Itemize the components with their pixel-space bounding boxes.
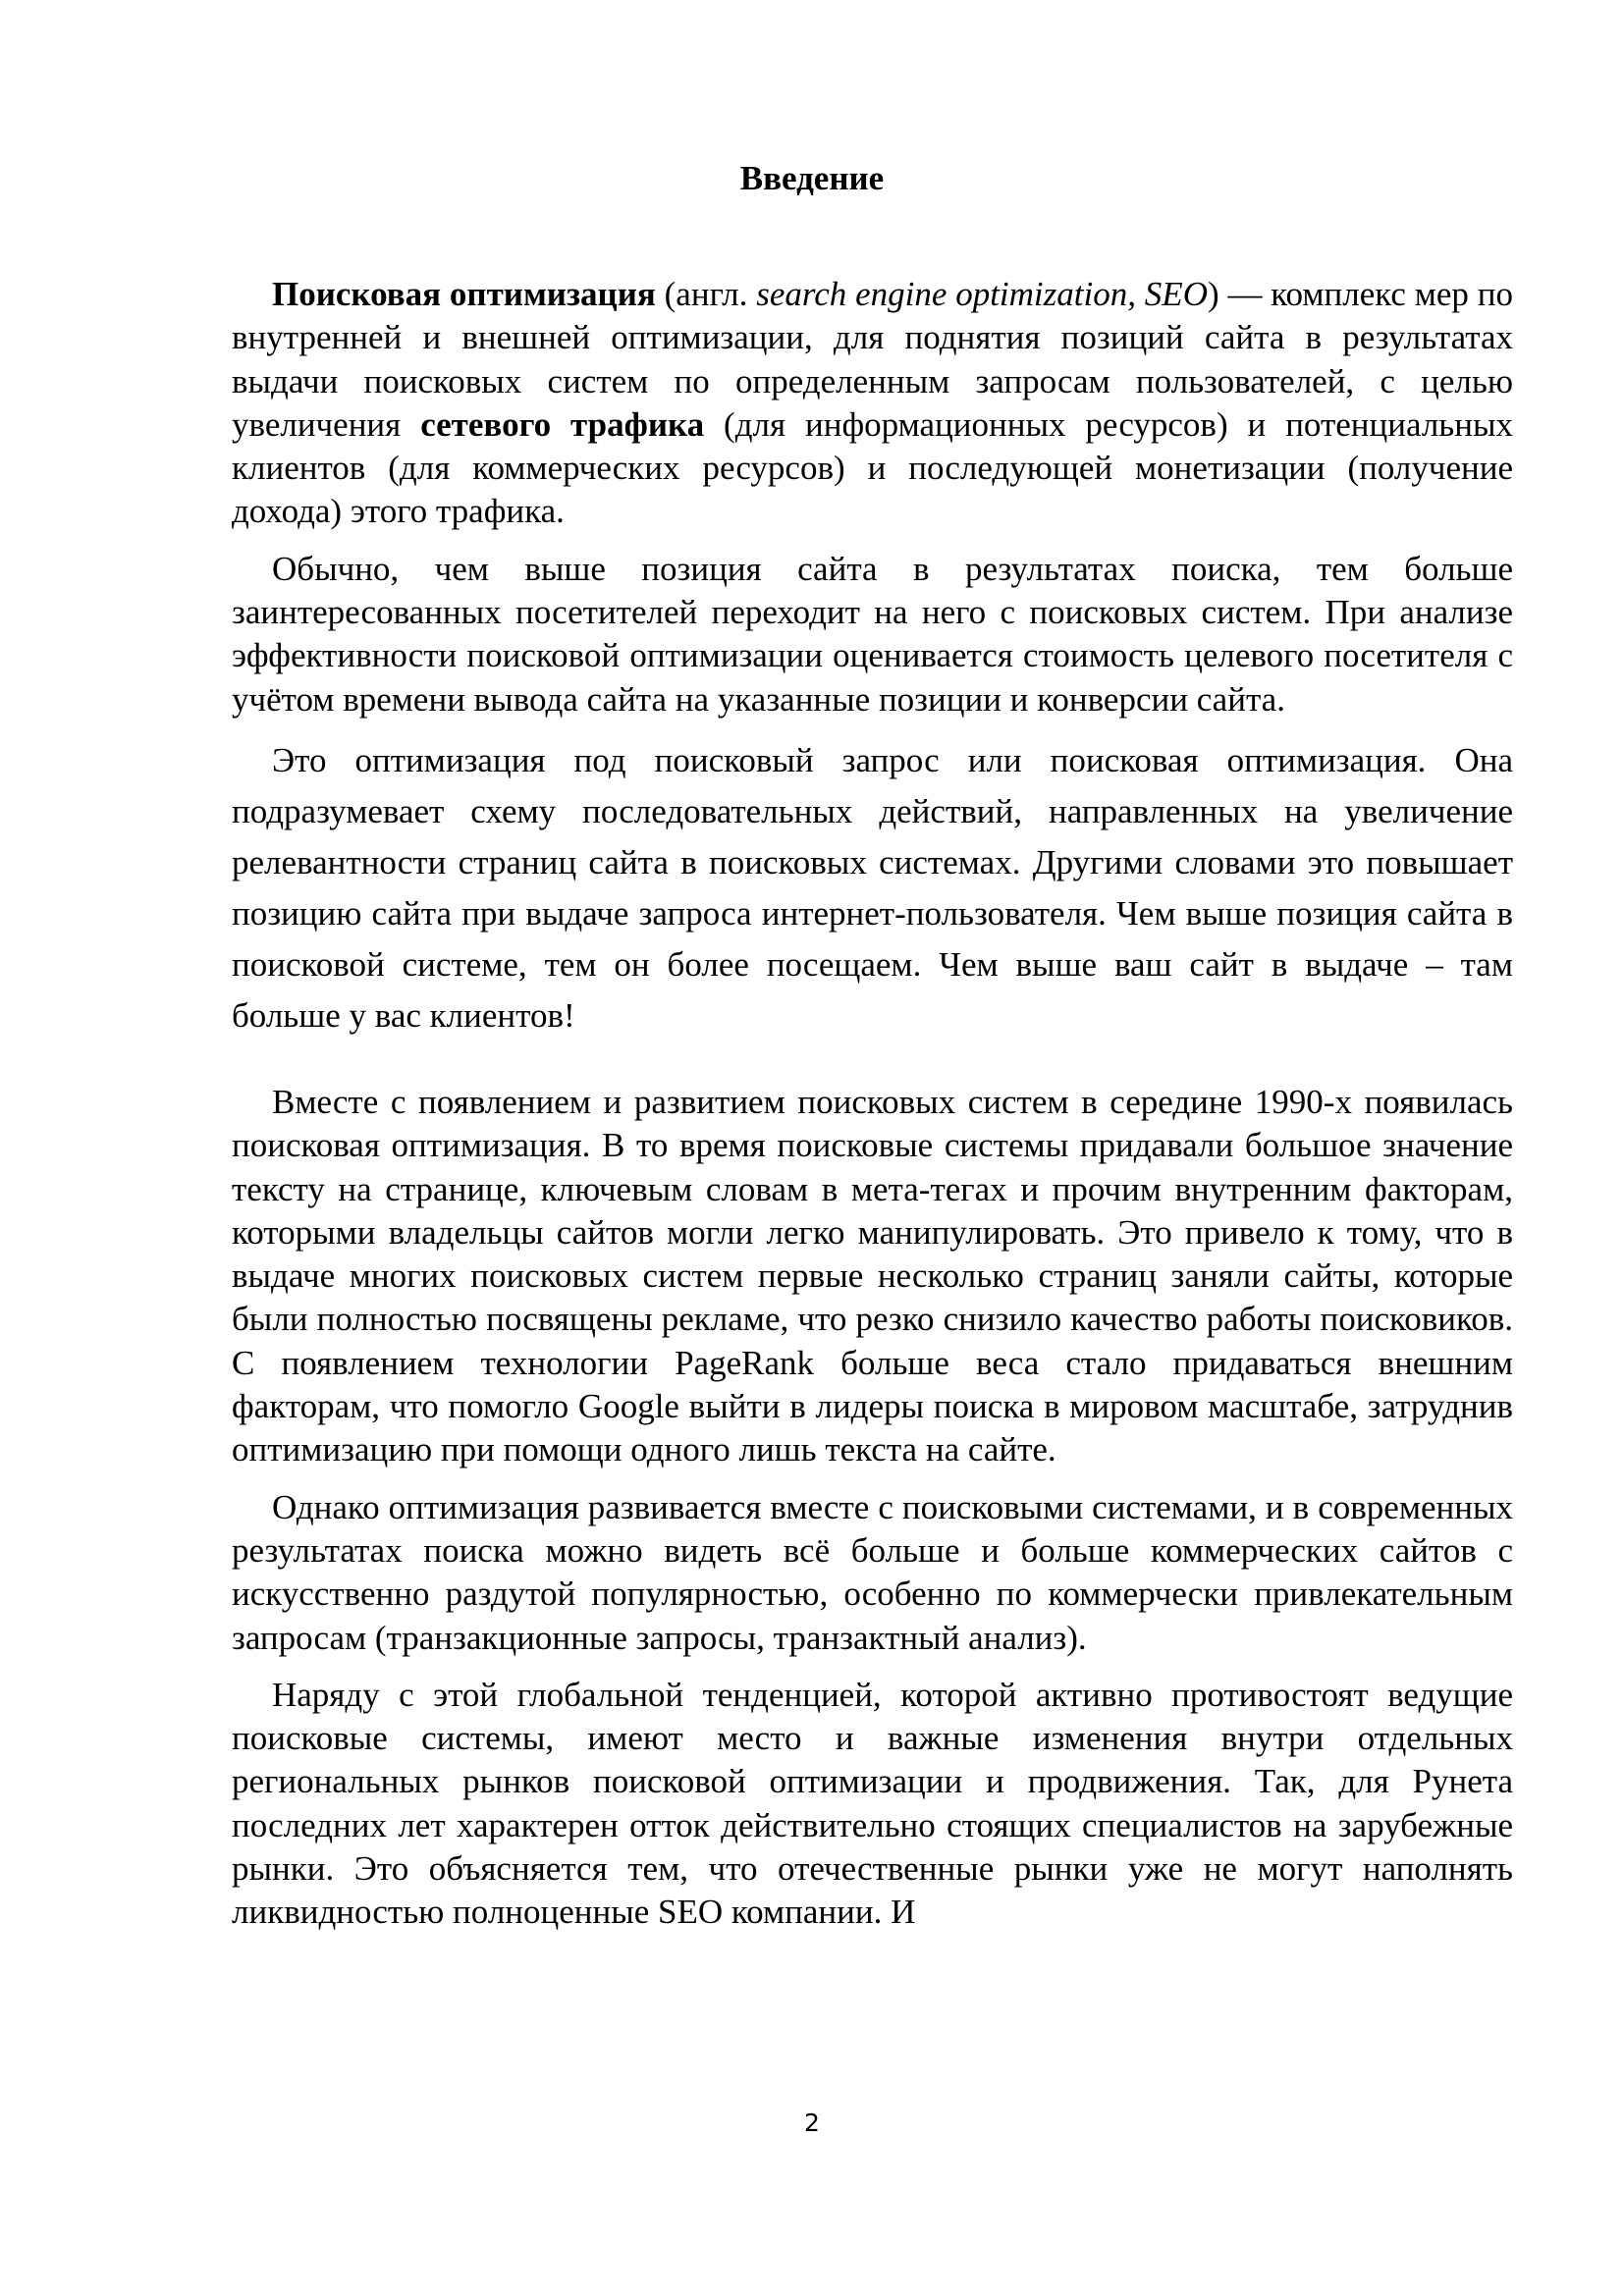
paragraph-text: (для информационных ресурсов) и потенциальных клиентов (для коммерческих ресурсов) и последующей монетизации (получение дохода) этого трафика. (232, 404, 1513, 531)
document-body (232, 273, 1513, 1949)
paragraph-query-optimization: Это оптимизация под поисковый запрос или поисковая оптимизация. Она подразумевает схему последовательных действий, направленных на увеличение релевантности страниц сайта в поисковых системах. Другими словами это повышает позицию сайта при выдаче запроса интернет-пользователя. Чем выше позиция сайта в поисковой системе, тем он более посещаем. Чем выше ваш сайт в выдаче – там больше у вас клиентов! (232, 740, 1513, 1035)
paragraph-text: (англ. (655, 275, 757, 313)
paragraph-seo-definition (232, 273, 1513, 534)
term-network-traffic: сетевого трафика (420, 404, 705, 444)
page-title: Введение (739, 159, 885, 197)
paragraph-regional-markets: Наряду с этой глобальной тенденцией, которой активно противостоят ведущие поисковые системы, имеют место и важные изменения внутри отдельных региональных рынков поисковой оптимизации и продвижения. Так, для Рунета последних лет характерен отток действительно стоящих специалистов на зарубежные рынки. Это объясняется тем, что отечественные рынки уже не могут наполнять ликвидностью полноценные SEO компании. И (232, 1675, 1513, 1932)
term-search-optimization: Поисковая оптимизация (272, 275, 656, 313)
paragraph-history: Вместе с появлением и развитием поисковых систем в середине 1990-х появилась поисковая оптимизация. В то время поисковые системы придавали большое значение тексту на странице, ключевым словам в мета-тегах и прочим внутренним факторам, которыми владельцы сайтов могли легко манипулировать. Это привело к тому, что в выдаче многих поисковых систем первые несколько страниц заняли сайты, которые были полностью посвящены рекламе, что резко снизило качество работы поисковиков. С появлением технологии PageRank больше веса стало придаваться внешним факторам, что помогло Google выйти в лидеры поиска в мировом масштабе, затруднив оптимизацию при помощи одного лишь текста на сайте. (232, 1082, 1513, 1469)
paragraph-site-position: Обычно, чем выше позиция сайта в результатах поиска, тем больше заинтересованных посетителей переходит на него с поисковых систем. При анализе эффективности поисковой оптимизации оценивается стоимость целевого посетителя с учётом времени вывода сайта на указанные позиции и конверсии сайта. (232, 549, 1513, 719)
paragraph-text: ) — комплекс мер по внутренней и внешней оптимизации, для поднятия позиций сайта в результатах выдачи поисковых систем по определенным запросам пользователей, с целью увеличения (232, 275, 1514, 444)
paragraph-modern-results: Однако оптимизация развивается вместе с поисковыми системами, и в современных результатах поиска можно видеть всё больше и больше коммерческих сайтов с искусственно раздутой популярностью, особенно по коммерчески привлекательным запросам (транзакционные запросы, транзактный анализ). (232, 1487, 1513, 1657)
page-number: 2 (804, 2109, 820, 2137)
english-term: search engine optimization, SEO (756, 275, 1208, 313)
